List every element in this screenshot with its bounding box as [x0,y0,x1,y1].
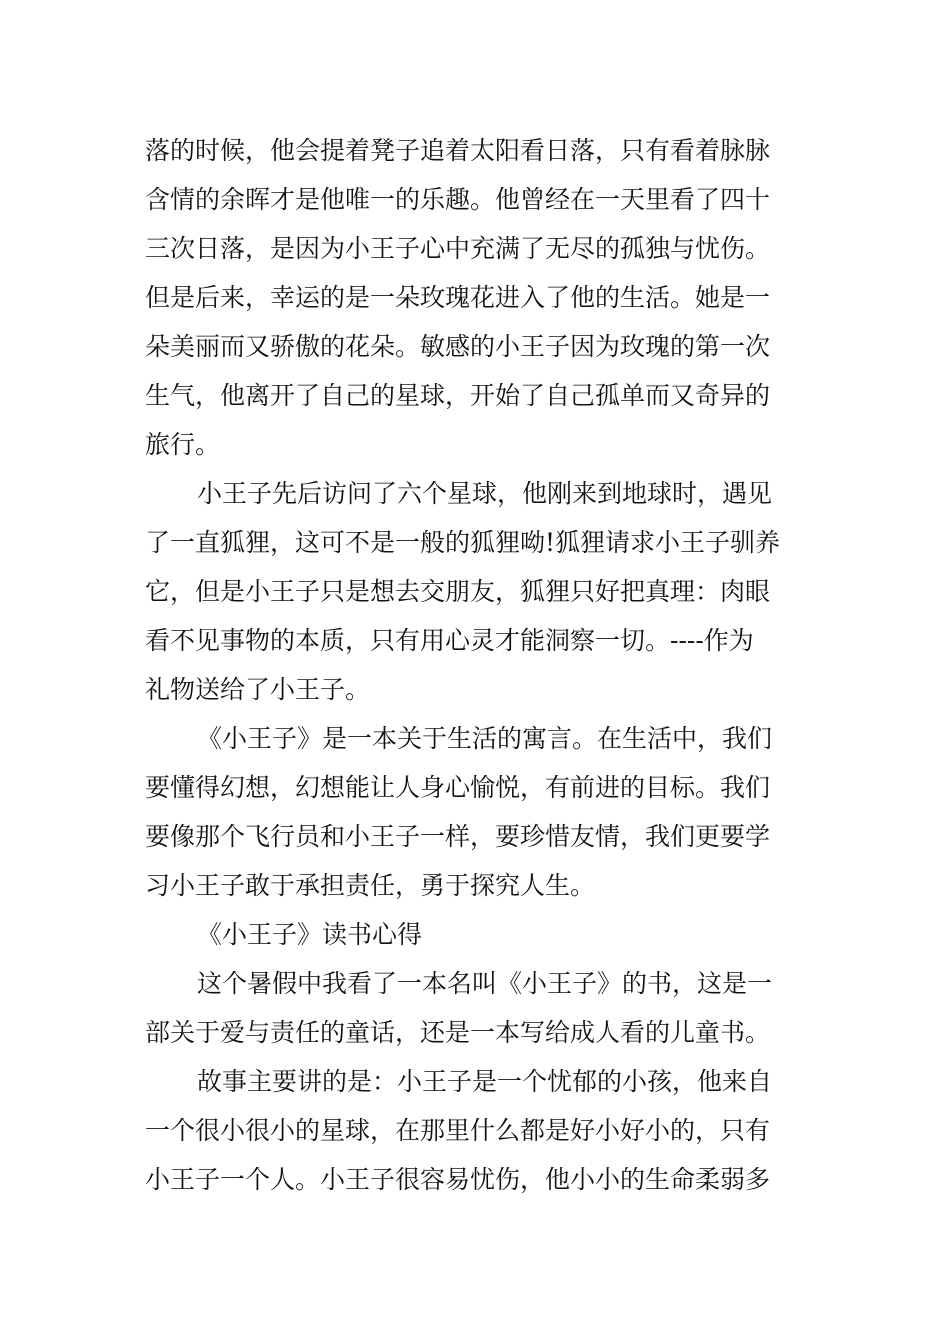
text-line: 三次日落，是因为小王子心中充满了无尽的孤独与忧伤。 [145,234,771,263]
text-line: 习小王子敢于承担责任，勇于探究人生。 [145,871,596,900]
text-line: 朵美丽而又骄傲的花朵。敏感的小王子因为玫瑰的第一次 [145,332,771,361]
text-line: 生气，他离开了自己的星球，开始了自己孤单而又奇异的 [145,381,771,410]
text-line: 一个很小很小的星球，在那里什么都是好小好小的，只有 [145,1116,771,1145]
text-line: 小王子一个人。小王子很容易忧伤，他小小的生命柔弱多 [145,1165,771,1194]
text-line: 但是后来，幸运的是一朵玫瑰花进入了他的生活。她是一 [145,283,771,312]
text-line: 它，但是小王子只是想去交朋友，狐狸只好把真理：肉眼 [145,577,771,606]
text-line: 故事主要讲的是：小王子是一个忧郁的小孩，他来自 [197,1067,773,1096]
text-line: 《小王子》读书心得 [197,920,423,949]
text-line: 《小王子》是一本关于生活的寓言。在生活中，我们 [197,724,773,753]
text-line: 部关于爱与责任的童话，还是一本写给成人看的儿童书。 [145,1018,771,1047]
text-line: 含情的余晖才是他唯一的乐趣。他曾经在一天里看了四十 [145,185,771,214]
text-line: 礼物送给了小王子。 [145,675,371,704]
text-line: 小王子先后访问了六个星球，他刚来到地球时，遇见 [197,479,773,508]
text-line: 要懂得幻想，幻想能让人身心愉悦，有前进的目标。我们 [145,773,771,802]
text-line: 要像那个飞行员和小王子一样，要珍惜友情，我们更要学 [145,822,771,851]
body-text [145,126,815,1204]
text-line: 旅行。 [145,430,221,459]
text-line: 看不见事物的本质，只有用心灵才能洞察一切。----作为 [145,626,754,655]
text-line: 了一直狐狸，这可不是一般的狐狸呦!狐狸请求小王子驯养 [145,528,781,557]
text-line: 落的时候，他会提着凳子追着太阳看日落，只有看着脉脉 [145,136,771,165]
text-line: 这个暑假中我看了一本名叫《小王子》的书，这是一 [197,969,773,998]
